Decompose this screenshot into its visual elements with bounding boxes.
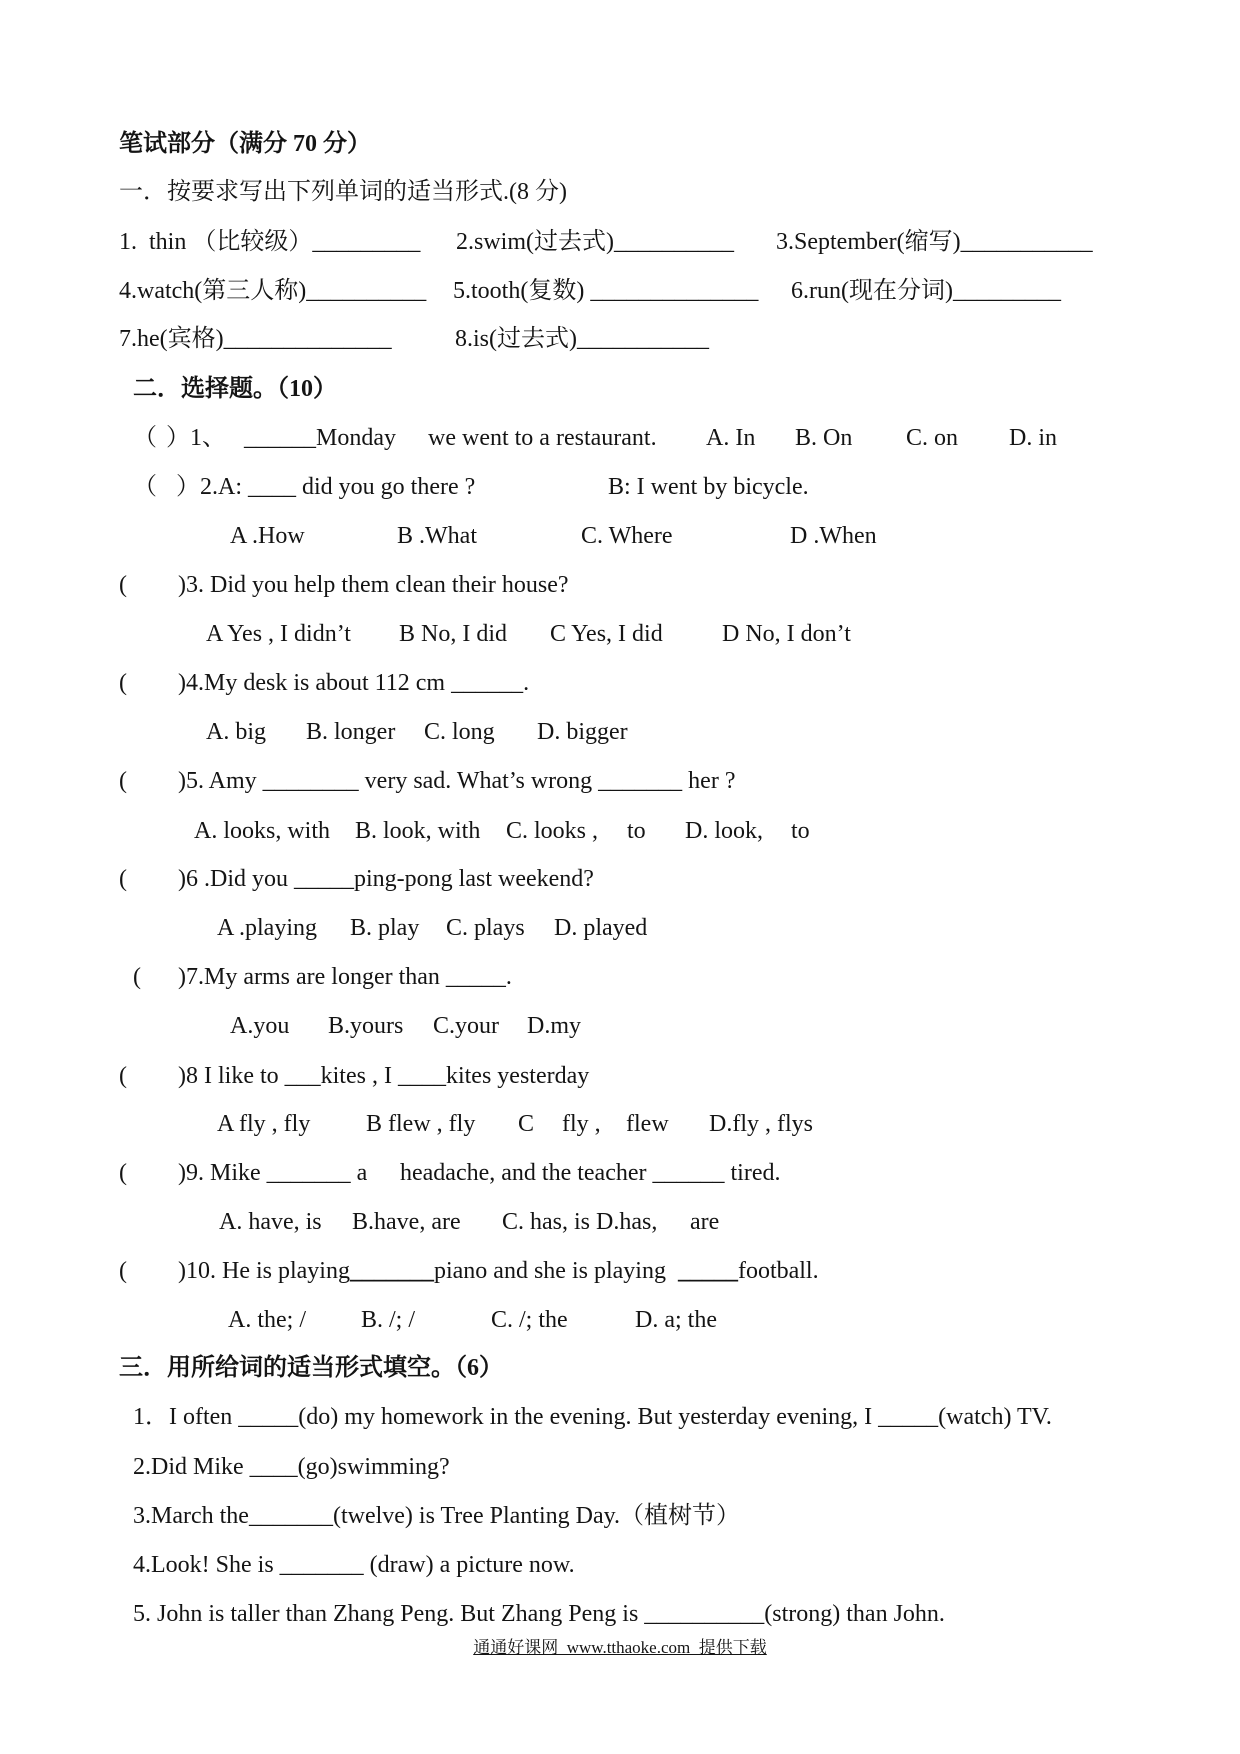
option-a: A. big [206, 719, 266, 745]
option-d: D. bigger [537, 719, 628, 745]
stem-text: football. [737, 1258, 819, 1284]
word-form-row [0, 277, 1240, 305]
question-stem-text: ）2.A: ____ did you go there ? [176, 474, 476, 500]
option-d-part: to [791, 818, 810, 844]
option-d: D. look, [685, 818, 763, 844]
option-d: D. a; the [635, 1307, 717, 1333]
question-options-row [0, 522, 1240, 550]
option-b: B. look, with [355, 818, 481, 844]
option-c-part: fly , [562, 1111, 601, 1137]
part-3-heading: 三．用所给词的适当形式填空。（6） [119, 1355, 503, 1381]
word-form-item-7: 7.he(宾格)______________ [119, 326, 392, 352]
fill-in-row [0, 1403, 1240, 1431]
word-form-item-1: 1. thin （比较级）_________ [119, 229, 421, 255]
option-c: C. Where [581, 523, 673, 549]
question-stem-text: )6 .Did you _____ping-pong last weekend? [178, 866, 594, 892]
part-1-heading: 一．按要求写出下列单词的适当形式.(8 分) [119, 179, 567, 205]
question-stem-row [0, 1159, 1240, 1187]
question-stem-text: )3. Did you help them clean their house? [178, 572, 569, 598]
option-d-part: are [690, 1209, 720, 1235]
option-d: D. played [554, 915, 648, 941]
word-form-item-4: 4.watch(第三人称)__________ [119, 278, 427, 304]
answer-bracket: ( [119, 1160, 127, 1186]
question-options-row [0, 620, 1240, 648]
word-form-item-3: 3.September(缩写)___________ [776, 229, 1093, 255]
question-stem-text: )9. Mike _______ a [178, 1160, 368, 1186]
question-stem-text [178, 1257, 819, 1285]
option-c: C.your [433, 1013, 499, 1039]
question-number: ）1、 [166, 425, 226, 451]
question-stem-text: )7.My arms are longer than _____. [178, 964, 512, 990]
answer-bracket: ( [119, 670, 127, 696]
question-stem-text: ______Monday [244, 425, 396, 451]
word-form-item-2: 2.swim(过去式)__________ [456, 229, 734, 255]
option-c: C. /; the [491, 1307, 568, 1333]
option-d: D No, I don’t [722, 621, 851, 647]
word-form-item-5: 5.tooth(复数) ______________ [453, 278, 759, 304]
question-options-row [0, 1208, 1240, 1236]
stem-text: piano and she is playing [433, 1258, 666, 1284]
option-c: C [518, 1111, 535, 1137]
question-stem-row [0, 473, 1240, 501]
question-stem-row [0, 865, 1240, 893]
stem-blank: _____ [677, 1258, 738, 1284]
option-b: B. /; / [361, 1307, 416, 1333]
word-form-item-6: 6.run(现在分词)_________ [791, 278, 1061, 304]
word-form-row [0, 325, 1240, 353]
part-2-heading: 二．选择题。（10） [133, 376, 337, 402]
option-b: B.yours [328, 1013, 404, 1039]
stem-text: )10. He is playing [178, 1258, 350, 1284]
option-a: A. looks, with [194, 818, 331, 844]
part-2-heading-row [0, 375, 1240, 403]
question-options-row [0, 914, 1240, 942]
option-a: A .How [230, 523, 305, 549]
option-d: D.fly , flys [709, 1111, 813, 1137]
option-c-d: C. has, is D.has, [502, 1209, 658, 1235]
page-title: 笔试部分（满分 70 分） [119, 131, 371, 157]
question-options-row [0, 718, 1240, 746]
option-a: A.you [230, 1013, 290, 1039]
option-c-part: to [627, 818, 646, 844]
question-options-row [0, 1012, 1240, 1040]
fill-in-item-5: 5. John is taller than Zhang Peng. But Zhang Peng is __________(strong) than John. [133, 1601, 945, 1627]
option-c: C. on [906, 425, 959, 451]
fill-in-item-4: 4.Look! She is _______ (draw) a picture now. [133, 1552, 575, 1578]
page-title-row [0, 130, 1240, 158]
option-c: C. looks , [506, 818, 599, 844]
option-a: A. the; / [228, 1307, 306, 1333]
question-stem-row [0, 963, 1240, 991]
option-d: D.my [527, 1013, 581, 1039]
option-b: B .What [397, 523, 477, 549]
option-b: B. play [350, 915, 420, 941]
question-stem-row [0, 669, 1240, 697]
word-form-item-8: 8.is(过去式)___________ [455, 326, 709, 352]
question-stem-row [0, 424, 1240, 452]
stem-blank: _______ [349, 1258, 434, 1284]
fill-in-row [0, 1453, 1240, 1481]
option-b: B flew , fly [366, 1111, 476, 1137]
option-a: A Yes , I didn’t [206, 621, 351, 647]
answer-bracket: ( [119, 1258, 127, 1284]
answer-bracket: （ [133, 474, 157, 500]
question-options-row [0, 817, 1240, 845]
option-b: B. longer [306, 719, 396, 745]
question-options-row [0, 1306, 1240, 1334]
question-stem-row [0, 571, 1240, 599]
option-c-part: flew [626, 1111, 669, 1137]
question-stem-text: B: I went by bicycle. [608, 474, 809, 500]
answer-bracket: （ [133, 425, 157, 451]
question-stem-text: )4.My desk is about 112 cm ______. [178, 670, 530, 696]
option-c: C. long [424, 719, 495, 745]
answer-bracket: ( [119, 572, 127, 598]
option-b: B No, I did [399, 621, 507, 647]
word-form-row [0, 228, 1240, 256]
fill-in-row [0, 1600, 1240, 1628]
option-a: A .playing [217, 915, 317, 941]
option-a: A. In [706, 425, 756, 451]
fill-in-row [0, 1502, 1240, 1530]
question-stem-row [0, 1062, 1240, 1090]
answer-bracket: ( [119, 866, 127, 892]
option-c: C. plays [446, 915, 525, 941]
answer-bracket: ( [119, 1063, 127, 1089]
question-stem-text: )5. Amy ________ very sad. What’s wrong _______ her ? [178, 768, 736, 794]
question-stem-text: )8 I like to ___kites , I ____kites yesterday [178, 1063, 590, 1089]
option-d: D .When [790, 523, 877, 549]
fill-in-item-2: 2.Did Mike ____(go)swimming? [133, 1454, 450, 1480]
option-a: A. have, is [219, 1209, 322, 1235]
option-b: B.have, are [352, 1209, 461, 1235]
option-c: C Yes, I did [550, 621, 663, 647]
option-d: D. in [1009, 425, 1057, 451]
option-b: B. On [795, 425, 853, 451]
fill-in-item-1: 1．I often _____(do) my homework in the evening. But yesterday evening, I _____(watch) TV. [133, 1404, 1052, 1430]
footer-source-link[interactable]: 通通好课网 www.tthaoke.com 提供下载 [473, 1638, 767, 1657]
fill-in-row [0, 1551, 1240, 1579]
answer-bracket: ( [133, 964, 141, 990]
question-stem-text: we went to a restaurant. [428, 425, 657, 451]
question-stem-row [0, 767, 1240, 795]
answer-bracket: ( [119, 768, 127, 794]
option-a: A fly , fly [217, 1111, 311, 1137]
page-footer [0, 1638, 1240, 1658]
part-3-heading-row [0, 1354, 1240, 1382]
question-stem-row [0, 1257, 1240, 1285]
fill-in-item-3: 3.March the_______(twelve) is Tree Planting Day.（植树节） [133, 1503, 741, 1529]
question-options-row [0, 1110, 1240, 1138]
part-1-heading-row [0, 178, 1240, 206]
question-stem-text: headache, and the teacher ______ tired. [400, 1160, 781, 1186]
